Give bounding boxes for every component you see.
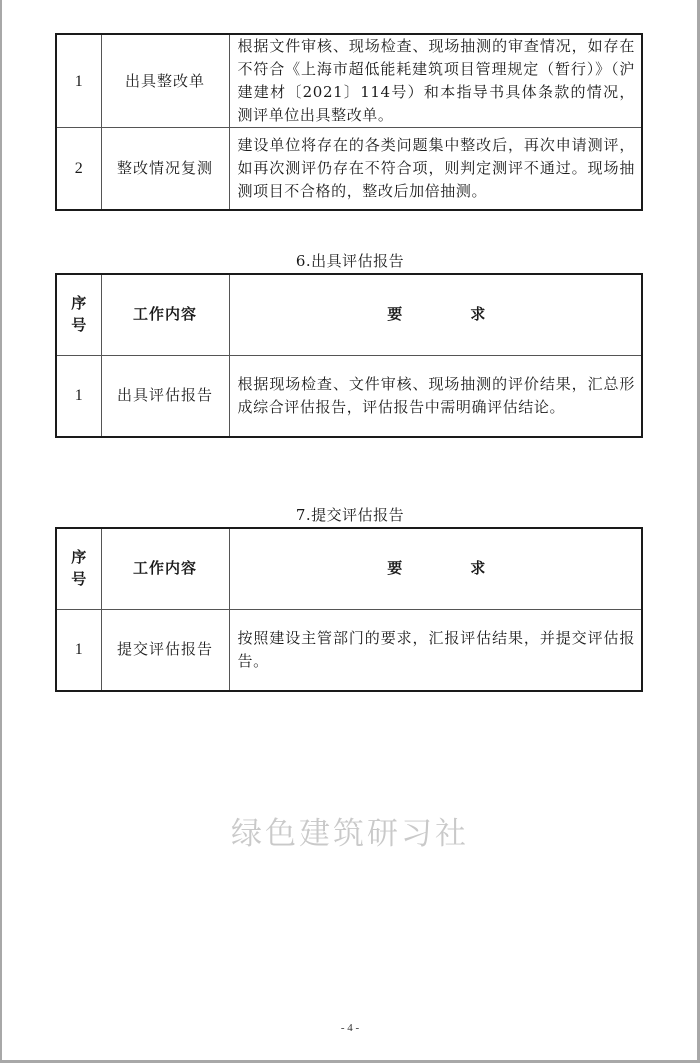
- header-work-content: 工作内容: [101, 274, 229, 355]
- report-issue-table: [55, 273, 643, 438]
- work-content: 出具评估报告: [101, 355, 229, 437]
- work-content: 出具整改单: [101, 34, 229, 128]
- rectification-table: [55, 33, 643, 211]
- header-requirement: 要 求: [229, 528, 642, 609]
- requirement-text: 根据现场检查、文件审核、现场抽测的评价结果，汇总形成综合评估报告，评估报告中需明确评估结论。: [229, 355, 642, 437]
- table-row: [56, 609, 642, 691]
- report-submit-table: [55, 527, 643, 692]
- table-row: [56, 355, 642, 437]
- requirement-text: 建设单位将存在的各类问题集中整改后，再次申请测评，如再次测评仍存在不符合项，则判定测评不通过。现场抽测项目不合格的，整改后加倍抽测。: [229, 128, 642, 210]
- watermark: 绿色建筑研习社: [231, 816, 469, 852]
- header-work-content: 工作内容: [101, 528, 229, 609]
- header-number: 序号: [56, 528, 101, 609]
- table-row: [56, 128, 642, 210]
- work-content: 提交评估报告: [101, 609, 229, 691]
- row-number: 1: [56, 609, 101, 691]
- row-number: 1: [56, 355, 101, 437]
- table-row: [56, 34, 642, 128]
- section-6-caption: 6.出具评估报告: [295, 252, 405, 270]
- row-number: 1: [56, 34, 101, 128]
- row-number: 2: [56, 128, 101, 210]
- table-header-row: [56, 274, 642, 355]
- requirement-text: 按照建设主管部门的要求，汇报评估结果，并提交评估报告。: [229, 609, 642, 691]
- header-number: 序号: [56, 274, 101, 355]
- table-header-row: [56, 528, 642, 609]
- section-7-caption: 7.提交评估报告: [295, 506, 405, 524]
- header-requirement: 要 求: [229, 274, 642, 355]
- requirement-text: 根据文件审核、现场检查、现场抽测的审查情况，如存在不符合《上海市超低能耗建筑项目管理规定（暂行）》（沪建建材〔2021〕114号）和本指导书具体条款的情况，测评单位出具整改单。: [229, 34, 642, 128]
- page-number: - 4 -: [340, 1022, 360, 1034]
- work-content: 整改情况复测: [101, 128, 229, 210]
